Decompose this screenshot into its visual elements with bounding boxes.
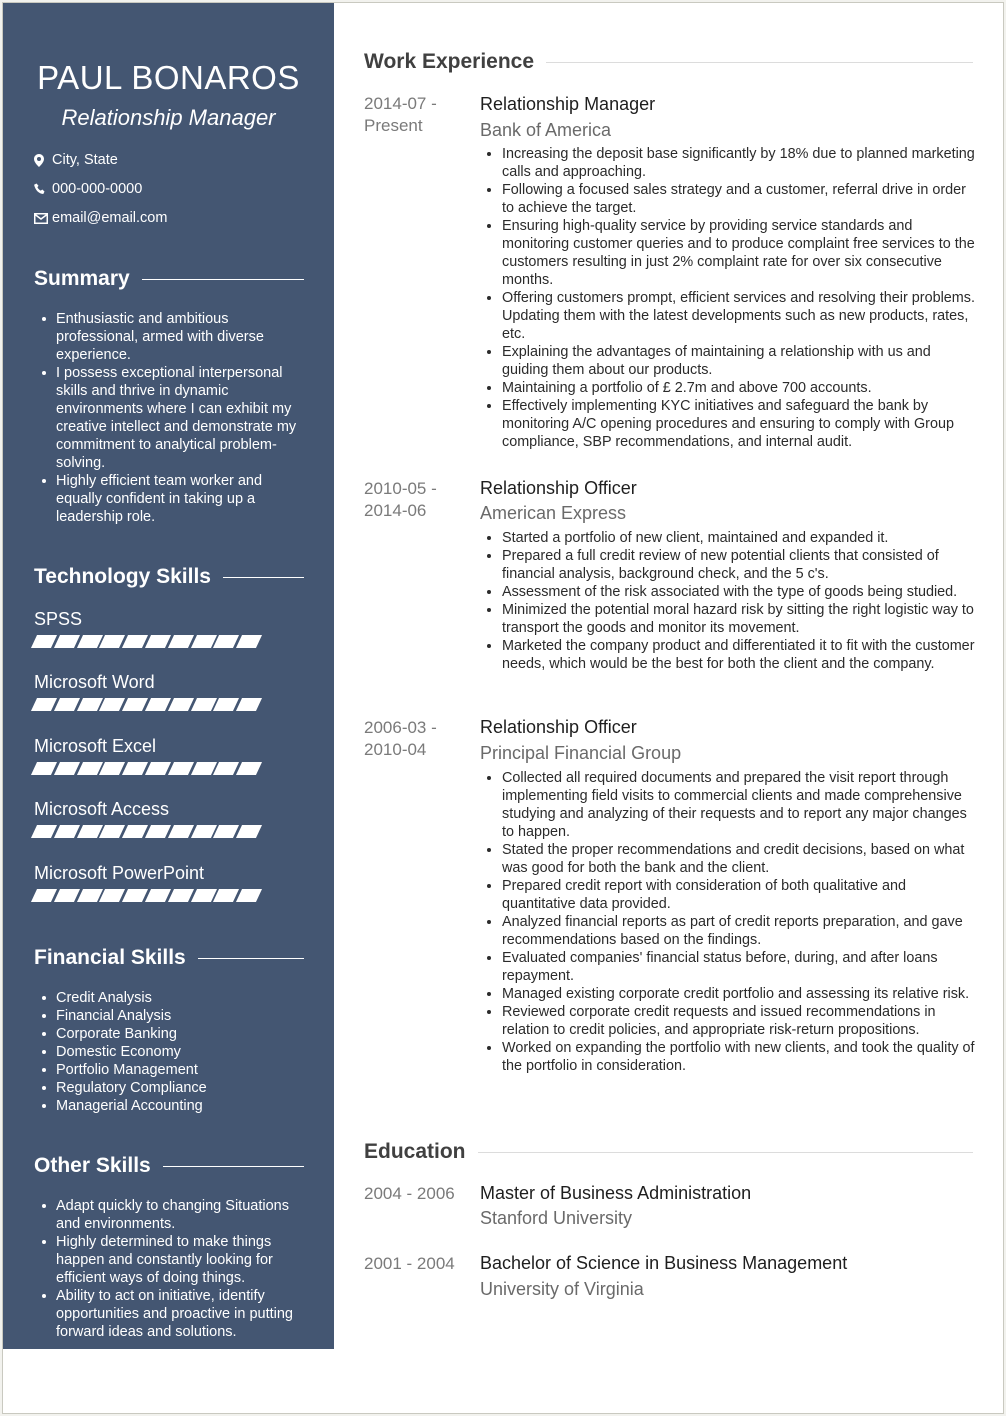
skill-word: [34, 672, 304, 711]
resume-page: [2, 2, 1004, 1414]
contact-phone: [34, 181, 142, 197]
skill-level-segment: [145, 698, 171, 711]
skill-level-segment: [145, 825, 171, 838]
job-dates: 2014-07 - Present: [364, 94, 437, 135]
skill-level-segment: [213, 698, 239, 711]
skill-powerpoint: [34, 863, 304, 902]
skill-level-segment: [54, 635, 80, 648]
job-bullet: Prepared credit report with consideration of both qualitative and quantitative data provided.: [480, 877, 977, 913]
skill-label: Microsoft Word: [34, 672, 155, 692]
skill-level-segment: [99, 698, 125, 711]
job-bullet: Explaining the advantages of maintaining a relationship with us and guiding them about our products.: [480, 343, 977, 379]
heading-rule: [223, 577, 304, 578]
education-heading: Education: [364, 1140, 973, 1164]
skill-access: [34, 799, 304, 838]
financial-skill-item: Financial Analysis: [34, 1007, 309, 1025]
work-experience-heading: Work Experience: [364, 50, 973, 74]
skill-level-segment: [54, 825, 80, 838]
skill-level-segment: [99, 889, 125, 902]
job-bullet: Offering customers prompt, efficient services and resolving their problems. Updating them with the latest developments such as new products, rates, etc.: [480, 289, 977, 343]
heading-rule: [546, 62, 973, 63]
job-bullet: Started a portfolio of new client, maintained and expanded it.: [480, 529, 977, 547]
other-skill-item: Highly determined to make things happen and constantly looking for efficient ways of doing things.: [34, 1233, 309, 1287]
financial-skills-list: [34, 989, 309, 1115]
summary-heading: Summary: [34, 267, 304, 291]
job-company: American Express: [480, 503, 627, 523]
skill-level-segment: [168, 698, 194, 711]
other-skill-item: Adapt quickly to changing Situations and environments.: [34, 1197, 309, 1233]
skill-spss: [34, 609, 304, 648]
skill-level-segment: [213, 825, 239, 838]
skill-level-bar: [34, 698, 304, 711]
job-title: Relationship Officer: [480, 717, 637, 737]
job-bullet: Reviewed corporate credit requests and issued recommendations in relation to credit policies, and appropriate risk-return propositions.: [480, 1003, 977, 1039]
skill-level-segment: [168, 825, 194, 838]
job-bullet: Stated the proper recommendations and credit decisions, based on what was good for both the bank and the client.: [480, 841, 977, 877]
heading-rule: [478, 1152, 973, 1153]
skill-level-segment: [122, 889, 148, 902]
skill-label: Microsoft Excel: [34, 736, 157, 756]
job-bullet: Assessment of the risk associated with the type of goods being studied.: [480, 583, 977, 601]
skill-level-segment: [99, 762, 125, 775]
skill-level-segment: [213, 762, 239, 775]
job-bullet: Ensuring high-quality service by providing service standards and monitoring customer queries and to produce complaint free services to the customers resulting in just 2% complaint rate for over six consecutive months.: [480, 217, 977, 289]
skill-level-segment: [31, 825, 57, 838]
job-bullet: Minimized the potential moral hazard risk by sitting the right logistic way to transport the goods and monitor its movement.: [480, 601, 977, 637]
job-bullets: [480, 145, 977, 451]
job-bullet: Effectively implementing KYC initiatives and safeguard the bank by monitoring A/C opening procedures and ensuring to comply with Group compliance, SBP recommendations, and internal audit.: [480, 397, 977, 451]
job-bullet: Worked on expanding the portfolio with new clients, and took the quality of the portfolio in consideration.: [480, 1039, 977, 1075]
contact-email[interactable]: [34, 210, 167, 226]
skill-level-segment: [213, 889, 239, 902]
skill-level-segment: [99, 825, 125, 838]
skill-level-segment: [122, 698, 148, 711]
job-title: Relationship Manager: [480, 94, 656, 114]
job-bullet: Increasing the deposit base significantly by 18% due to planned marketing calls and approaching.: [480, 145, 977, 181]
skill-label: SPSS: [34, 609, 83, 629]
skill-level-segment: [122, 635, 148, 648]
job-bullet: Managed existing corporate credit portfolio and assessing its relative risk.: [480, 985, 977, 1003]
skill-level-segment: [54, 762, 80, 775]
contact-location: [34, 152, 118, 168]
financial-skill-item: Portfolio Management: [34, 1061, 309, 1079]
financial-skill-item: Domestic Economy: [34, 1043, 309, 1061]
phone-icon: [34, 183, 52, 195]
skill-level-bar: [34, 825, 304, 838]
job-bullets: [480, 769, 977, 1075]
skill-level-segment: [122, 825, 148, 838]
skill-level-segment: [236, 889, 262, 902]
skill-level-segment: [213, 635, 239, 648]
skill-level-segment: [168, 889, 194, 902]
skill-level-bar: [34, 635, 304, 648]
skill-level-segment: [236, 762, 262, 775]
job-bullet: Following a focused sales strategy and a customer, referral drive in order to achieve the target.: [480, 181, 977, 217]
envelope-icon: [34, 213, 52, 224]
summary-item: I possess exceptional interpersonal skills and thrive in dynamic environments where I can exhibit my creative intellect and demonstrate my commitment to analytical problem-solving.: [34, 364, 309, 472]
skill-level-segment: [236, 825, 262, 838]
tech-skills-heading: Technology Skills: [34, 565, 304, 589]
other-skills-list: [34, 1197, 309, 1341]
financial-skill-item: Credit Analysis: [34, 989, 309, 1007]
other-skills-heading: Other Skills: [34, 1154, 304, 1178]
financial-skill-item: Corporate Banking: [34, 1025, 309, 1043]
job-bullet: Prepared a full credit review of new potential clients that consisted of financial analysis, background check, and the 5 c's.: [480, 547, 977, 583]
skill-label: Microsoft PowerPoint: [34, 863, 205, 883]
education-degree: Bachelor of Science in Business Management: [480, 1253, 848, 1273]
skill-level-segment: [168, 635, 194, 648]
candidate-name: PAUL BONAROS: [37, 59, 300, 96]
skill-excel: [34, 736, 304, 775]
job-title: Relationship Officer: [480, 478, 637, 498]
job-dates: 2006-03 - 2010-04: [364, 718, 437, 759]
job-bullet: Evaluated companies' financial status before, during, and after loans repayment.: [480, 949, 977, 985]
skill-level-segment: [145, 889, 171, 902]
job-bullet: Collected all required documents and prepared the visit report through implementing field visits to commercial clients and made comprehensive studying and analyzing of their requests and to report any major changes to happen.: [480, 769, 977, 841]
heading-rule: [142, 279, 304, 280]
heading-rule: [198, 958, 304, 959]
skill-level-segment: [122, 762, 148, 775]
map-pin-icon: [34, 154, 52, 167]
education-school: Stanford University: [480, 1208, 633, 1228]
skill-level-segment: [236, 635, 262, 648]
phone-text: 000-000-0000: [52, 181, 143, 197]
email-text[interactable]: email@email.com: [52, 210, 168, 226]
location-text: City, State: [52, 152, 118, 168]
skill-level-bar: [34, 762, 304, 775]
job-company: Bank of America: [480, 120, 612, 140]
education-dates: 2001 - 2004: [364, 1254, 455, 1273]
skill-level-segment: [236, 698, 262, 711]
education-degree: Master of Business Administration: [480, 1183, 752, 1203]
skill-label: Microsoft Access: [34, 799, 170, 819]
job-bullets: [480, 529, 977, 673]
sidebar: [3, 3, 334, 1349]
financial-skill-item: Regulatory Compliance: [34, 1079, 309, 1097]
heading-rule: [163, 1166, 304, 1167]
skill-level-segment: [31, 698, 57, 711]
summary-item: Enthusiastic and ambitious professional, armed with diverse experience.: [34, 310, 309, 364]
skill-level-segment: [31, 762, 57, 775]
other-skill-item: Ability to act on initiative, identify opportunities and proactive in putting forward ideas and solutions.: [34, 1287, 309, 1341]
skill-level-segment: [99, 635, 125, 648]
job-company: Principal Financial Group: [480, 743, 682, 763]
job-bullet: Marketed the company product and differentiated it to fit with the customer needs, which would be the best for both the client and the company.: [480, 637, 977, 673]
job-dates: 2010-05 - 2014-06: [364, 479, 437, 520]
job-bullet: Maintaining a portfolio of £ 2.7m and above 700 accounts.: [480, 379, 977, 397]
financial-skill-item: Managerial Accounting: [34, 1097, 309, 1115]
summary-list: [34, 310, 309, 526]
education-school: University of Virginia: [480, 1279, 644, 1299]
education-dates: 2004 - 2006: [364, 1184, 455, 1203]
skill-level-segment: [54, 698, 80, 711]
skill-level-segment: [145, 762, 171, 775]
job-bullet: Analyzed financial reports as part of credit reports preparation, and gave recommendations based on the findings.: [480, 913, 977, 949]
candidate-role: Relationship Manager: [61, 105, 276, 130]
skill-level-segment: [31, 889, 57, 902]
skill-level-segment: [168, 762, 194, 775]
summary-item: Highly efficient team worker and equally confident in taking up a leadership role.: [34, 472, 309, 526]
skill-level-segment: [54, 889, 80, 902]
skill-level-segment: [145, 635, 171, 648]
skill-level-bar: [34, 889, 304, 902]
skill-level-segment: [31, 635, 57, 648]
financial-skills-heading: Financial Skills: [34, 946, 304, 970]
